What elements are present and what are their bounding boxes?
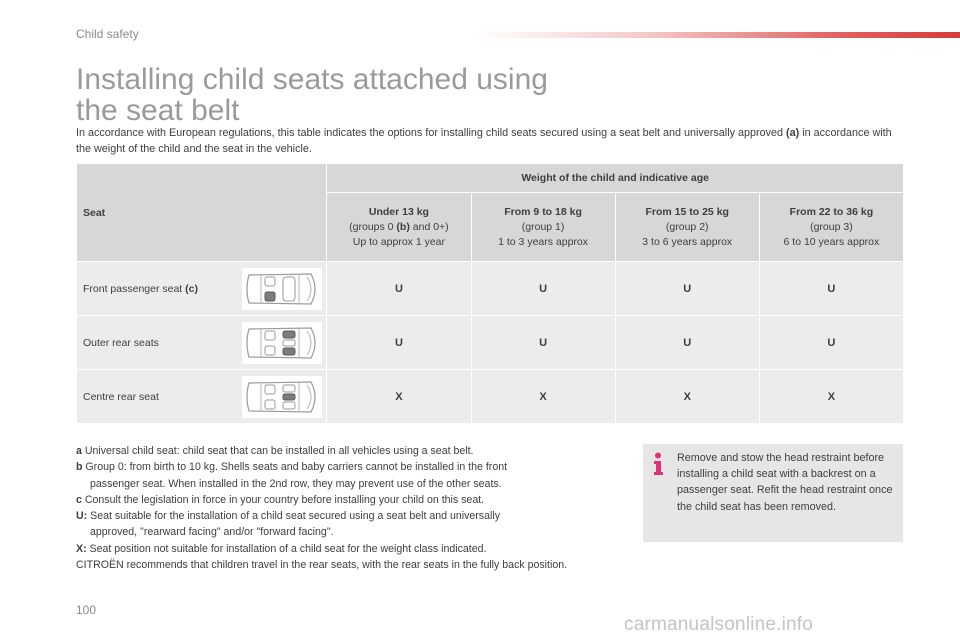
- age-range: 3 to 6 years approx: [642, 235, 733, 248]
- watermark: carmanualsonline.info: [624, 614, 814, 635]
- table-cell: U: [615, 262, 759, 316]
- page-title: Installing child seats attached using the seat belt: [76, 63, 548, 127]
- seat-name: Outer rear seats: [83, 336, 159, 349]
- child-seat-table: [76, 163, 904, 424]
- table-cell: U: [327, 316, 471, 370]
- weight-range: Under 13 kg: [368, 205, 429, 218]
- footnote: X: Seat position not suitable for installation of a child seat for the weight class indicated.: [76, 542, 487, 555]
- section-label: Child safety: [76, 27, 139, 41]
- age-range: 6 to 10 years approx: [783, 235, 880, 248]
- seat-cell: [77, 370, 327, 424]
- table-cell: U: [615, 316, 759, 370]
- table-cell: U: [327, 262, 471, 316]
- footnotes: [76, 443, 606, 573]
- footnote: U: Seat suitable for the installation of a child seat secured using a seat belt and universally: [76, 510, 501, 523]
- table-cell: U: [759, 316, 903, 370]
- table-cell: U: [471, 262, 615, 316]
- footnote-continuation: passenger seat. When installed in the 2nd row, they may prevent use of the other seats.: [90, 477, 502, 490]
- car-top-view-front-passenger-icon: [241, 267, 323, 311]
- header-accent-bar: [478, 32, 960, 38]
- age-range: Up to approx 1 year: [352, 235, 446, 248]
- table-row: [77, 370, 904, 424]
- footnote-continuation: approved, "rearward facing" and/or "forward facing".: [90, 526, 334, 539]
- seat-cell: [77, 316, 327, 370]
- intro-note-ref: (a): [786, 127, 800, 139]
- weight-range: From 22 to 36 kg: [789, 205, 874, 218]
- intro-text-cont: in accordance with the weight of the child and the seat in the vehicle.: [76, 127, 892, 155]
- table-row: [77, 262, 904, 316]
- car-top-view-outer-rear-icon: [241, 321, 323, 365]
- weight-column-header: Weight of the child and indicative age: [327, 164, 904, 193]
- recommendation: CITROËN recommends that children travel in the rear seats, with the rear seats in the fully back position.: [76, 559, 568, 572]
- table-cell: X: [759, 370, 903, 424]
- group-note-ref: (b): [396, 220, 410, 233]
- info-icon: [652, 452, 664, 476]
- info-text: Remove and stow the head restraint before installing a child seat with a backrest on a passenger seat. Refit the head restraint once the child seat has been removed.: [677, 452, 893, 513]
- seat-name: Centre rear seat: [83, 390, 159, 403]
- weight-range: From 9 to 18 kg: [504, 205, 582, 218]
- weight-class-header: [759, 193, 903, 262]
- group-text: (group 3): [810, 220, 853, 233]
- weight-class-header: [327, 193, 471, 262]
- table-cell: X: [615, 370, 759, 424]
- intro-text: In accordance with European regulations, this table indicates the options for installing child seats secured using a seat belt and universally approved: [76, 127, 787, 139]
- intro-paragraph: [76, 125, 906, 157]
- info-box: [643, 444, 903, 542]
- table-cell: U: [471, 316, 615, 370]
- table-header-row-1: [77, 164, 904, 193]
- group-text: (group 1): [521, 220, 565, 233]
- table-row: [77, 316, 904, 370]
- footnote: c Consult the legislation in force in your country before installing your child on this seat.: [76, 493, 485, 506]
- seat-name: Front passenger seat (c): [83, 282, 198, 295]
- footnote: a Universal child seat: child seat that can be installed in all vehicles using a seat belt.: [76, 445, 474, 457]
- weight-range: From 15 to 25 kg: [645, 205, 729, 218]
- table-cell: U: [759, 262, 903, 316]
- seat-column-header: Seat: [77, 164, 327, 262]
- group-text-cont: and 0+): [409, 220, 449, 233]
- page-number: 100: [76, 603, 97, 617]
- age-range: 1 to 3 years approx: [498, 235, 589, 248]
- group-text: (groups 0: [349, 220, 397, 233]
- footnote: b Group 0: from birth to 10 kg. Shells seats and baby carriers cannot be installed in the front: [76, 461, 508, 474]
- table-cell: X: [327, 370, 471, 424]
- table-cell: X: [471, 370, 615, 424]
- weight-class-header: [615, 193, 759, 262]
- seat-cell: [77, 262, 327, 316]
- group-text: (group 2): [665, 220, 709, 233]
- car-top-view-centre-rear-icon: [241, 375, 323, 419]
- weight-class-header: [471, 193, 615, 262]
